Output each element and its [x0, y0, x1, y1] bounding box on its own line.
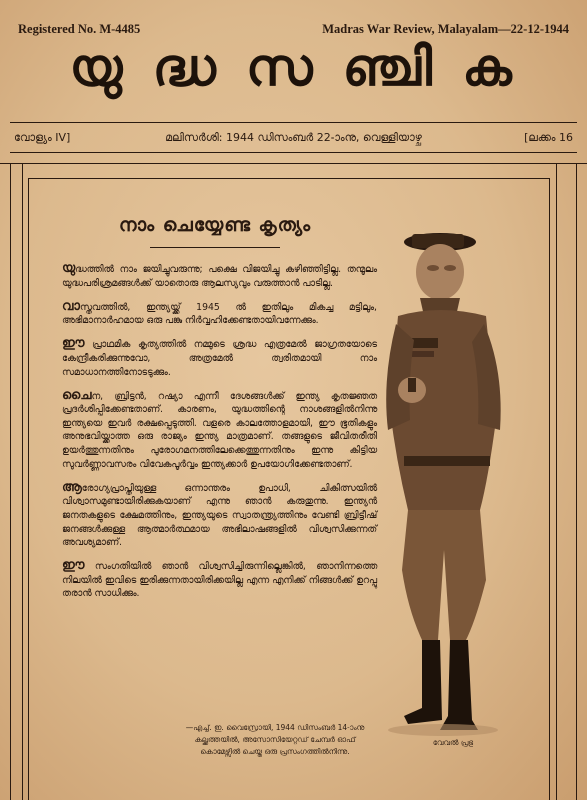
- masthead-title: യു ദ്ധ സ ഞ്ചി ക: [69, 38, 518, 98]
- frame-right-outer: [576, 163, 577, 800]
- paragraph-1: യുദ്ധത്തിൽ നാം ജയിച്ചുവരുന്നു; പക്ഷെ വിജയിച്ചു കഴിഞ്ഞിട്ടില്ല. തന്മൂലം യുദ്ധപരിശ്രമങ്ങൾക്ക് യാതൊരു ആലസ്യവും വരുത്താൻ പാടില്ല.: [62, 261, 377, 289]
- frame-top-outer: [0, 163, 587, 164]
- paragraph-5: ആരോഗ്യപ്രാപ്തിയുള്ള ഒന്നാന്തരം ഉപാധി, ചികിത്സയിൽ വിശ്വാസമുണ്ടായിരിക്കുകയാണ് എന്നു ഞാൻ കരുതുന്നു. ഇന്ത്യൻ ജനതകളുടെ ക്ഷേമത്തിനും, ഇന്ത്യയുടെ സ്വാതന്ത്ര്യത്തിനും വേണ്ടി ബ്രിട്ടീഷ് ജനങ്ങൾക്കുള്ള ആത്മാർത്ഥമായ അഭിലാഷങ്ങളിൽ വിശ്വസിക്കുന്നത് അവശ്യമാണ്.: [62, 479, 377, 549]
- source-note-line-1: —എച്ച്. ഇ. വൈസ്രോയി, 1944 ഡിസംബർ 14-ാംനു: [185, 723, 365, 732]
- issue-line: Madras War Review, Malayalam—22-12-1944: [322, 22, 569, 36]
- header-rule-bottom: [10, 152, 577, 153]
- frame-left-mid: [22, 163, 23, 800]
- paragraph-3: ഈ പ്രാഥമിക കൃത്യത്തിൽ നമ്മുടെ ശ്രദ്ധ എത്രമേൽ ജാഗ്രതയോടെ കേന്ദ്രീകരിക്കുന്നുവോ, അത്രമേൽ ത്വരിതമായി നാം സമാധാനത്തിനോടടുക്കും.: [62, 336, 377, 378]
- photo-caption: വേവൽ പ്രഭു: [432, 738, 474, 747]
- registration-number: Registered No. M-4485: [18, 22, 141, 36]
- frame-left-inner: [28, 178, 29, 800]
- paragraph-2: വാസ്തവത്തിൽ, ഇന്ത്യയ്ക്ക് 1945 ൽ ഇതിലും മികച്ച മട്ടിലും, അഭിമാനാർഹമായ ഒരു പങ്കു നിർവ്വഹിക്കേണ്ടതായിവന്നേക്കും.: [62, 298, 377, 327]
- paragraph-6: ഈ സംഗതിയിൽ ഞാൻ വിശ്വസിച്ചിരുന്നില്ലെങ്കിൽ, ഞാനിന്നത്തെ നിലയിൽ ഇവിടെ ഇരിക്കുന്നതായിരിക്കയില്ല എന്ന എനിക്ക് നിങ്ങൾക്ക് ഉറപ്പു തരാൻ സാധിക്കും.: [62, 558, 377, 600]
- officer-portrait-photo: [368, 220, 518, 745]
- frame-right-inner: [549, 178, 550, 800]
- source-note: [160, 722, 390, 758]
- header-rule-top: [10, 122, 577, 123]
- frame-left-outer: [10, 163, 11, 800]
- article-title: നാം ചെയ്യേണ്ട കൃത്യം: [118, 214, 312, 236]
- issue-number: [ലക്കം 16: [524, 131, 573, 144]
- paragraph-4: ചൈന, ബ്രിട്ടൻ, റഷ്യാ എന്നീ ദേശങ്ങൾക്ക് ഇന്ത്യ കൃതജ്ഞത പ്രദർശിപ്പിക്കേണ്ടതാണ്. കാരണം, യുദ്ധത്തിന്റെ നാശങ്ങളിൽനിന്നു ഇന്ത്യയെ ഇവർ രക്ഷപ്പെടുത്തി. വളരെ കാലത്തോളമായി, ഈ ഭൂതികളും അനുഭവിയ്ക്കാത്ത ഒരു രാജ്യം ഇന്ത്യ മാത്രമാണ്. തങ്ങളുടെ ജീവിതരീതി ഉയർത്തുന്നതിനും പുരോഗമനത്തിലേക്കെത്തുന്നതിനും ഇന്നു കിട്ടിയ സുവർണ്ണാവസരം വിവേകപൂർവ്വം ഇന്ത്യക്കാർ ഉപയോഗിക്കേണ്ടതാണ്.: [62, 387, 377, 470]
- article-body: [62, 262, 377, 610]
- frame-right-mid: [556, 163, 557, 800]
- frame-top-inner: [28, 178, 550, 179]
- source-note-line-2: കല്ക്കത്തയിൽ, അസോസിയേറ്റഡ് ചേമ്പർ ഓഫ്: [194, 735, 356, 744]
- dateline: മലിസർശി: 1944 ഡിസംബർ 22-ാംനു, വെള്ളിയാഴ്ച: [165, 131, 422, 144]
- volume-label: വോള്യം IV]: [14, 131, 71, 144]
- source-note-line-3: കൊമേഴ്സിൽ ചെയ്ത ഒരു പ്രസംഗത്തിൽനിന്നു.: [200, 747, 350, 756]
- title-underline: [150, 247, 280, 248]
